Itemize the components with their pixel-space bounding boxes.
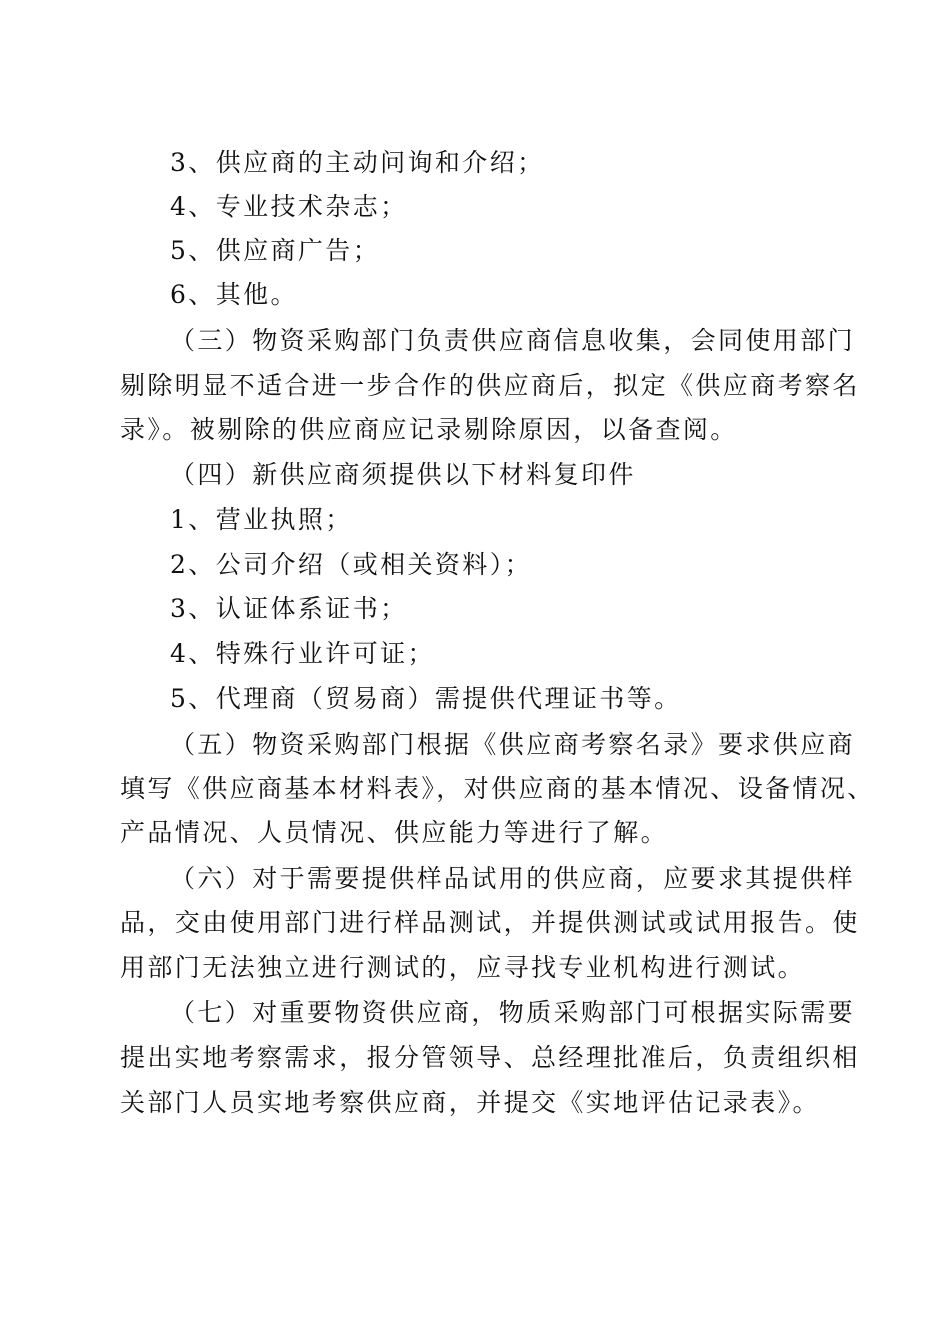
paragraph-7-heading-line: （七）对重要物资供应商，物质采购部门可根据实际需要 (170, 998, 856, 1027)
paragraph-3-heading-line: （三）物资采购部门负责供应商信息收集，会同使用部门 (170, 326, 856, 355)
list-item: 2、公司介绍（或相关资料）； (170, 550, 533, 579)
paragraph-5-heading-line: （五）物资采购部门根据《供应商考察名录》要求供应商 (170, 730, 856, 759)
paragraph-7-line: 关部门人员实地考察供应商，并提交《实地评估记录表》。 (120, 1088, 820, 1117)
paragraph-3-line: 剔除明显不适合进一步合作的供应商后，拟定《供应商考察名 (120, 371, 860, 400)
list-item: 6、其他。 (170, 280, 298, 309)
list-item: 5、代理商（贸易商）需提供代理证书等。 (170, 684, 682, 713)
paragraph-3-line: 录》。被剔除的供应商应记录剔除原因，以备查阅。 (120, 415, 738, 444)
paragraph-7-line: 提出实地考察需求，报分管领导、总经理批准后，负责组织相 (120, 1043, 860, 1072)
paragraph-5-line: 填写《供应商基本材料表》，对供应商的基本情况、设备情况、 (120, 774, 875, 803)
list-item: 4、专业技术杂志； (170, 192, 408, 221)
list-item: 3、供应商的主动问询和介绍； (170, 148, 545, 177)
list-item: 4、特殊行业许可证； (170, 639, 435, 668)
paragraph-6-line: 品，交由使用部门进行样品测试，并提供测试或试用报告。使 (120, 908, 860, 937)
paragraph-5-line: 产品情况、人员情况、供应能力等进行了解。 (120, 818, 669, 847)
list-item: 5、供应商广告； (170, 236, 381, 265)
list-item: 1、营业执照； (170, 505, 353, 534)
list-item: 3、认证体系证书； (170, 594, 408, 623)
paragraph-6-line: 用部门无法独立进行测试的，应寻找专业机构进行测试。 (120, 953, 806, 982)
paragraph-6-heading-line: （六）对于需要提供样品试用的供应商，应要求其提供样 (170, 864, 856, 893)
paragraph-4-heading-line: （四）新供应商须提供以下材料复印件 (170, 460, 636, 489)
